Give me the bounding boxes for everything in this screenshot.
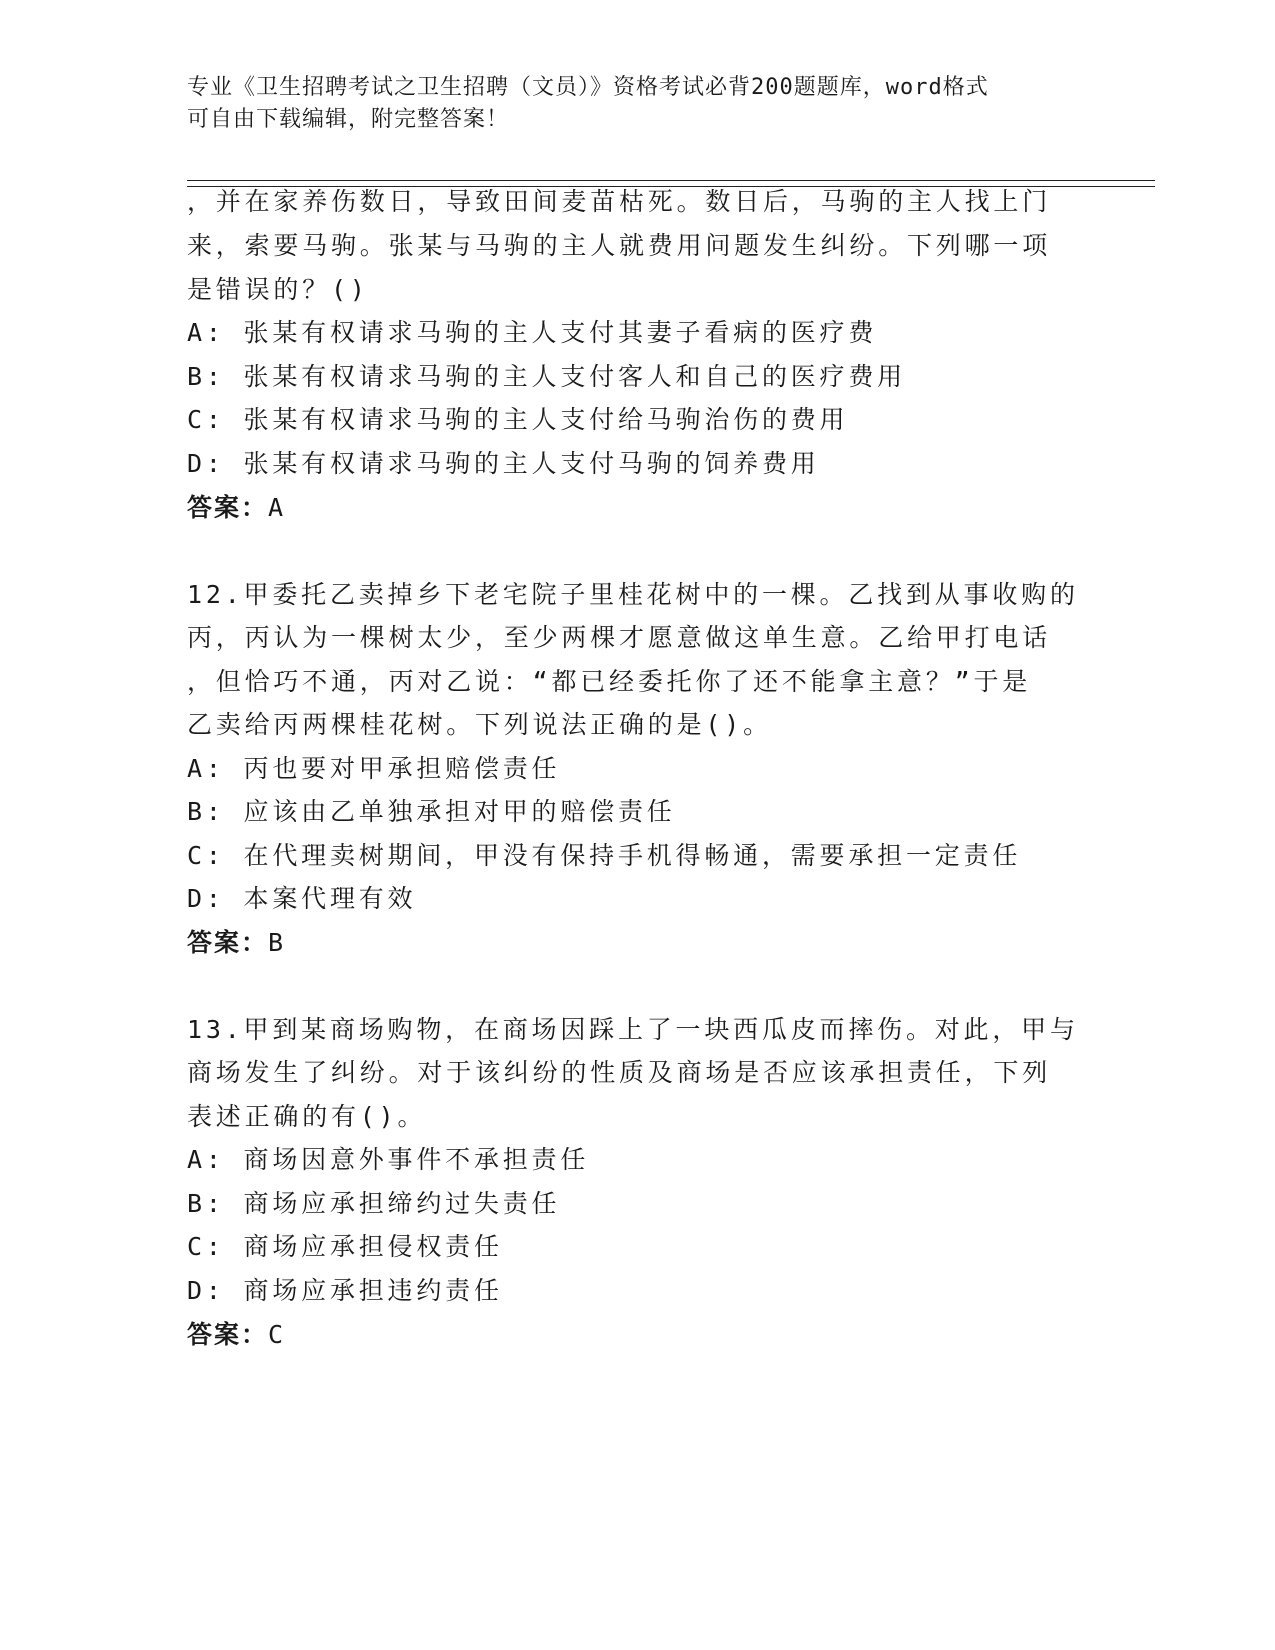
- question-12-stem-line-2: 丙，丙认为一棵树太少，至少两棵才愿意做这单生意。乙给甲打电话: [187, 623, 1052, 652]
- answer-value: A: [268, 493, 286, 522]
- question-1-option-c: C: 张某有权请求马驹的主人支付给马驹治伤的费用: [187, 405, 849, 434]
- question-1-option-b: B: 张某有权请求马驹的主人支付客人和自己的医疗费用: [187, 362, 906, 391]
- question-12-stem-line-4: 乙卖给丙两棵桂花树。下列说法正确的是()。: [187, 710, 772, 739]
- question-12-option-c: C: 在代理卖树期间，甲没有保持手机得畅通，需要承担一定责任: [187, 841, 1022, 870]
- question-13-answer: [187, 1318, 285, 1352]
- question-13-option-c: C: 商场应承担侵权责任: [187, 1232, 503, 1261]
- question-13-stem-line-1: 13.甲到某商场购物，在商场因踩上了一块西瓜皮而摔伤。对此，甲与: [187, 1015, 1079, 1044]
- answer-label: 答案：: [187, 1320, 269, 1349]
- question-13-stem-line-3: 表述正确的有()。: [187, 1102, 427, 1131]
- question-12-stem-line-1: 12.甲委托乙卖掉乡下老宅院子里桂花树中的一棵。乙找到从事收购的: [187, 580, 1079, 609]
- question-12-answer: [187, 926, 285, 960]
- question-1-stem-line-3: 是错误的？(): [187, 275, 369, 304]
- question-13-option-a: A: 商场因意外事件不承担责任: [187, 1145, 590, 1174]
- question-1-stem-line-1: ，并在家养伤数日，导致田间麦苗枯死。数日后，马驹的主人找上门: [187, 187, 1052, 216]
- header-title-line-1: 专业《卫生招聘考试之卫生招聘（文员）》资格考试必背200题题库，word格式: [187, 75, 989, 100]
- question-13-option-d: D: 商场应承担违约责任: [187, 1276, 503, 1305]
- page-header: [187, 72, 1067, 136]
- question-1-option-d: D: 张某有权请求马驹的主人支付马驹的饲养费用: [187, 449, 820, 478]
- header-divider-top: [187, 180, 1155, 181]
- question-13-stem-line-2: 商场发生了纠纷。对于该纠纷的性质及商场是否应该承担责任，下列: [187, 1058, 1052, 1087]
- header-title-line-2: 可自由下载编辑，附完整答案！: [187, 107, 510, 132]
- question-1-stem-line-2: 来，索要马驹。张某与马驹的主人就费用问题发生纠纷。下列哪一项: [187, 231, 1052, 260]
- question-13-option-b: B: 商场应承担缔约过失责任: [187, 1189, 561, 1218]
- answer-label: 答案：: [187, 493, 269, 522]
- answer-value: C: [268, 1320, 286, 1349]
- question-12-option-d: D: 本案代理有效: [187, 884, 417, 913]
- question-1-option-a: A: 张某有权请求马驹的主人支付其妻子看病的医疗费: [187, 318, 878, 347]
- question-12-stem-line-3: ，但恰巧不通，丙对乙说：“都已经委托你了还不能拿主意？”于是: [187, 667, 1032, 696]
- answer-value: B: [268, 928, 286, 957]
- question-12-option-a: A: 丙也要对甲承担赔偿责任: [187, 754, 561, 783]
- question-12-option-b: B: 应该由乙单独承担对甲的赔偿责任: [187, 797, 676, 826]
- question-1-answer: [187, 491, 285, 525]
- answer-label: 答案：: [187, 928, 269, 957]
